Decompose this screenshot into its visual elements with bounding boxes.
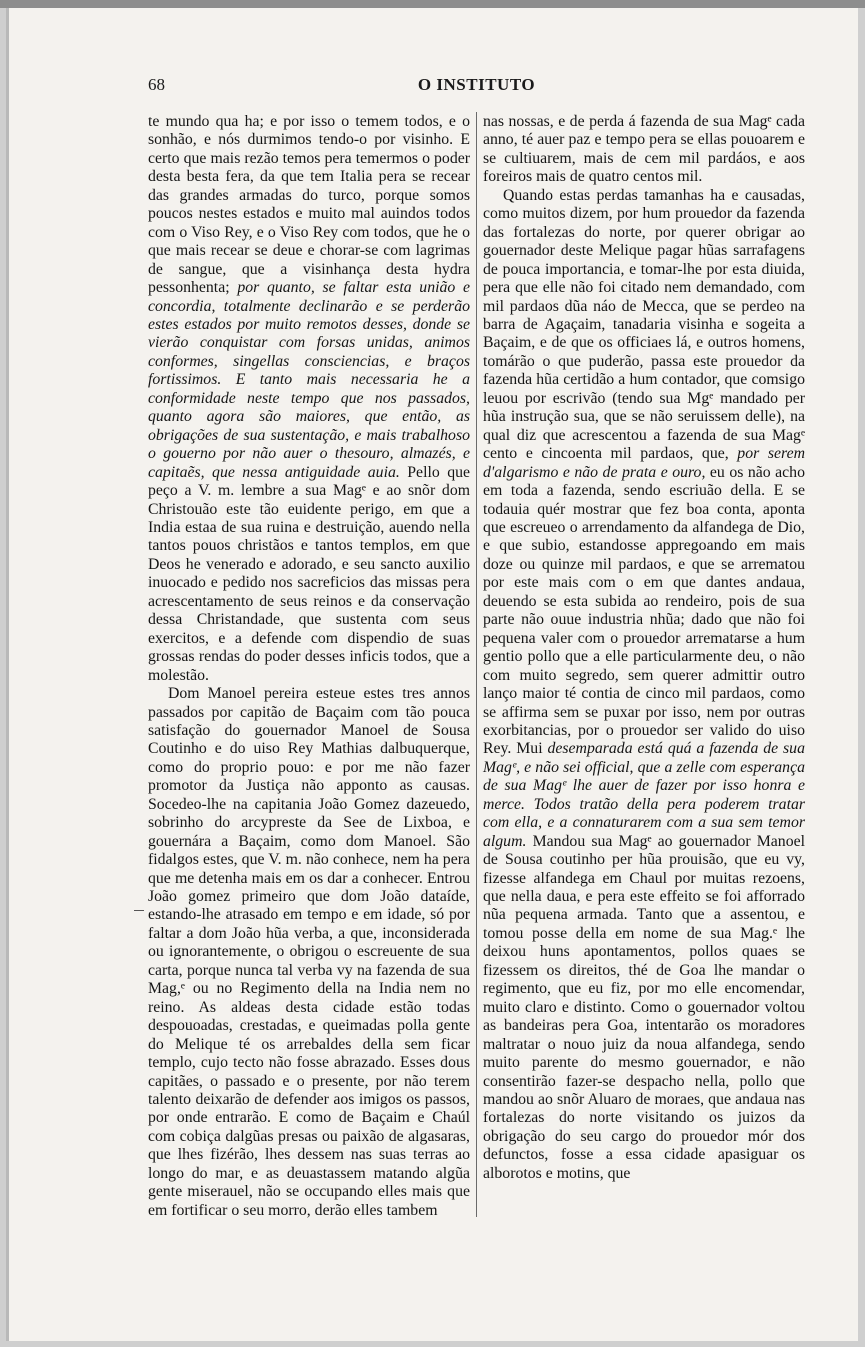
text-run: te mundo qua ha; e por isso o temem todos, e o sonhão, e nós durmimos tendo-o por visinho. E certo que mais rezão temos pera temermos o poder desta besta fera, da que tem Italia pera se recear das grandes armadas do turco, porque somos poucos nestes estados e muito mal auindos todos com o Viso Rey, e o Viso Rey com todos, que he o que mais recear se deue e chorar-se com lagrimas de sangue, que a visinhança desta hydra pessonhenta; xyxy=(148,113,470,297)
paragraph xyxy=(148,113,470,685)
text-run: eu os não acho em toda a fazenda, sendo escriuão della. E se todauia quér mostrar que fez boa conta, aponta que escreueo o arrendamento da alfandega de Dio, e que subio, estandosse appregoando em mais doze ou quinze mil pardaos, e que se arrematou por este mais com o em que dantes andaua, deuendo se esta subida ao rendeiro, pois de sua parte não ouue industria nhũa; dado que não foi pequena valer com o prouedor arrematarse a hum gentio pollo que a elle particularmente deu, o não com muito segredo, sem querer admittir outro lanço maior té contia de cinco mil pardaos, como se affirma sem se puxar por isso, nem por outras exorbitancias, por o prouedor ser valido do uiso Rey. Mui xyxy=(483,463,805,758)
italic-passage: por serem d'algarismo e não de prata e ouro, xyxy=(483,445,805,481)
running-title: O INSTITUTO xyxy=(417,75,536,94)
left-column xyxy=(148,113,470,1220)
italic-passage: desemparada está quá a fazenda de sua Magᵉ, e não sei official, que a zelle com esperança de sua Magᵉ lhe auer de fazer por isso honra e merce. Todos tratão della pera poderem tratar com ella, e a connaturarem com a sua sem temor algum. xyxy=(483,740,805,850)
page-number: 68 xyxy=(148,75,165,94)
scan-top-band xyxy=(0,0,865,8)
paragraph: nas nossas, e de perda á fazenda de sua Magᵉ cada anno, té auer paz e tempo pera se ellas pouoarem e se cultiuarem, mais de cem mil pardáos, e aos foreiros mais de quatro centos mil. xyxy=(483,113,805,186)
text-run: Pello que peço a V. m. lembre a sua Magᵉ e ao snõr dom Christouão este tão euidente perigo, em que a India estaa de sua ruina e destruição, auendo nella tantos pouos christãos e tantos templos, em que Deos he venerado e adorado, e seu sancto auxilio inuocado e pedido nos sacreficios das missas pera acrescentamento de seus reinos e da conservação dessa Christandade, que sustenta com seus exercitos, e a defende com dispendio de suas grossas rendas do poder desses inficis todos, que a molestão. xyxy=(148,463,470,684)
italic-passage: por quanto, se faltar esta união e concordia, totalmente declinarão e se perderão estes estados por muito remotos desses, donde se vierão conquistar com forsas unidas, animos conformes, singellas consciencias, e braços fortissimos. E tanto mais necessaria he a conformidade neste tempo que nos passados, quanto agora são maiores, que então, as obrigações de sua sustentação, e mais trabalhoso o gouerno por não auer o thesouro, almazés, e capitaẽs, que nessa antiguidade auia. xyxy=(148,279,470,481)
paragraph: Dom Manoel pereira esteue estes tres annos passados por capitão de Baçaim com tão pouca satisfação do gouernador Manoel de Sousa Coutinho e do uiso Rey Mathias dalbuquerque, como do proprio pouo: e por me não fazer promotor da Justiça não apponto as causas. Socedeo-lhe na capitania João Gomez dazeuedo, sobrinho do arcypreste da See de Lixboa, e gouernára a Baçaim, como dom Manoel. São fidalgos estes, que V. m. não conhece, nem ha pera que me detenha mais em os dar a conhecer. Entrou João gomez primeiro que dom João dataíde, estando-lhe atrasado em tempo e em idade, só por faltar a dom João hũa verba, a que, inconsiderada ou ignorantemente, o obrigou o escreuente de sua carta, porque nunca tal verba vy na fazenda de sua Mag,ᵉ ou no Regimento della na India nem no reino. As aldeas desta cidade estão todas despouoadas, crestadas, e queimadas polla gente do Melique té os arrebaldes della sem ficar templo, cujo tecto não fosse abrazado. Esses dous capitães, o passado e o presente, por não terem talento deixarão de defender aos imigos os passos, por onde entrarão. E como de Baçaim e Chaúl com cobiça dalgũas presas ou paixão de algasaras, que lhes fizérão, lhes dessem nas suas terras ao longo do mar, e as deuastassem matando algũa gente miserauel, não se occupando elles mais que em fortificar o seu morro, derão elles tambem xyxy=(148,685,470,1219)
paragraph xyxy=(483,187,805,1183)
text-run: Quando estas perdas tamanhas ha e causadas, como muitos dizem, por hum prouedor da fazenda das fortalezas do norte, por querer obrigar ao gouernador deste Melique pagar hũas sarrafagens de pouca importancia, e tomar-lhe por esta diuida, pera que elle não foi citado nem demandado, com mil pardaos dũa náo de Mecca, que se perdeo na barra de Agaçaim, tanadaria visinha e sogeita a Baçaim, e de que os officiaes lá, e outros homens, tomárão o que puderão, passa este prouedor da fazenda hũa certidão a hum contador, que comsigo leuou por escrivão (tendo sua Mgᵉ mandado per hũa instrução sua, que se não seruissem delle), na qual diz que acrescentou a fazenda de sua Magᵉ cento e cincoenta mil pardaos, que, xyxy=(483,186,805,463)
text-run: Mandou sua Magᵉ ao gouernador Manoel de Sousa coutinho per hũa prouisão, que eu vy, fizesse alfandega em Chaul por muitas rezoens, que nella daua, e pera este effeito se foi afforrado nũa pequena armada. Tanto que a assentou, e tomou posse della em nome de sua Mag.ᵉ lhe deixou huns apontamentos, pollos quaes se fizessem os direitos, thé de Goa lhe mandar o regimento, que eu fiz, por mo elle encomendar, muito claro e distinto. Como o gouernador voltou as bandeiras pera Goa, intentarão os moradores maltratar o nouo juiz da noua alfandega, sendo muito parente do mesmo gouernador, e não consentirão fazer-se despacho nella, pollo que mandou ao snõr Aluaro de moraes, que andaua nas fortalezas do norte visitando os juizos da obrigação do seu cargo do prouedor mór dos defunctos, fosse a essa cidade apasiguar os alborotos e motins, que xyxy=(483,832,805,1182)
right-column xyxy=(483,113,805,1183)
margin-mark xyxy=(134,910,144,911)
page-header xyxy=(148,75,805,99)
column-divider xyxy=(476,112,477,1217)
